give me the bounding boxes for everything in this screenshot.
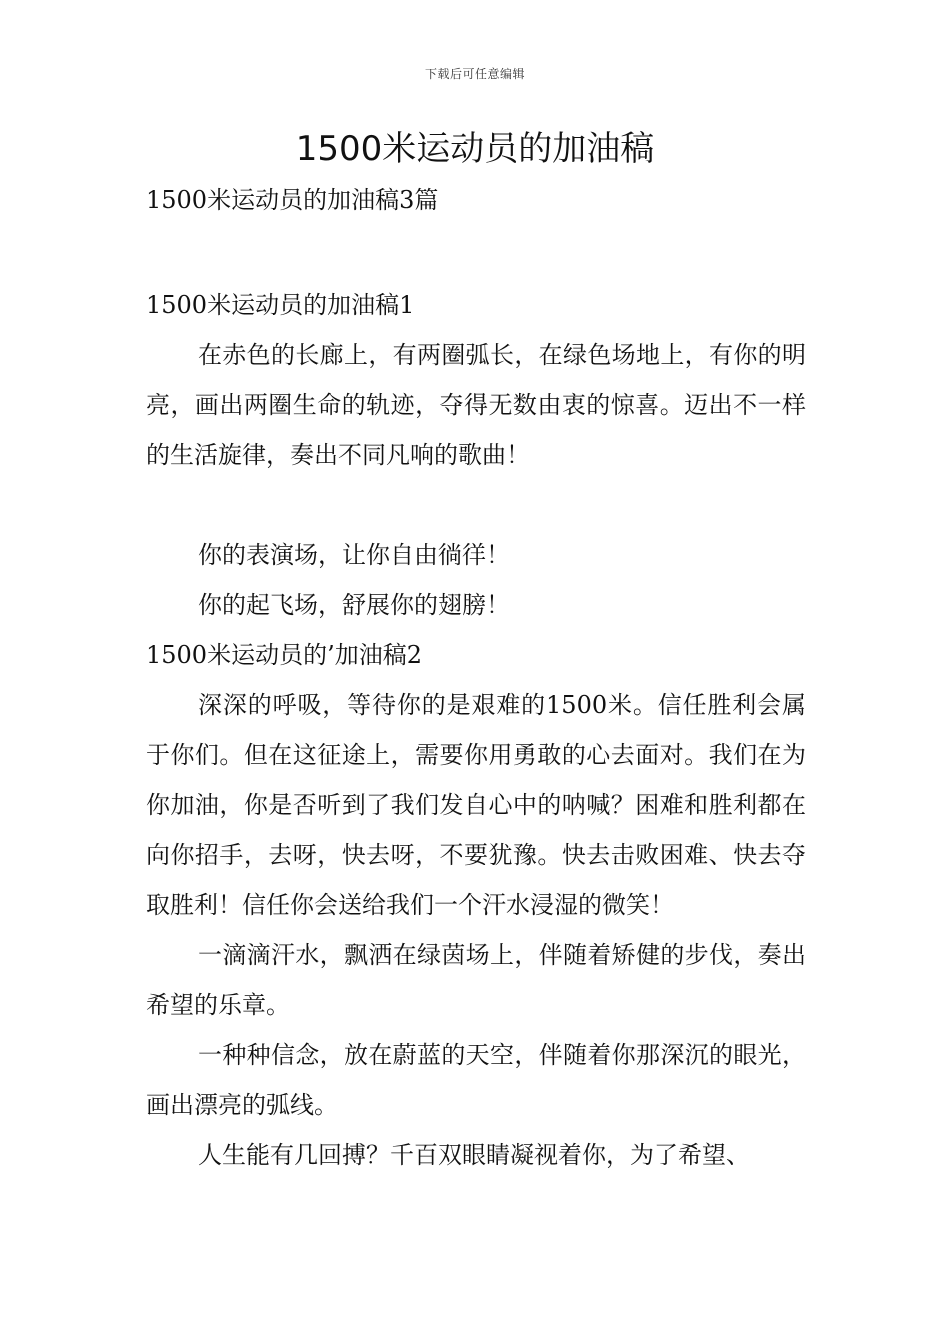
section-heading-1: 1500米运动员的加油稿1 (146, 291, 415, 319)
section-heading-2: 1500米运动员的’加油稿2 (146, 641, 422, 669)
document-title: 1500米运动员的加油稿 (295, 129, 655, 169)
document-subtitle: 1500米运动员的加油稿3篇 (146, 186, 439, 214)
paragraph: 你的起飞场，舒展你的翅膀！ (198, 591, 510, 619)
spacer (146, 220, 806, 280)
paragraph: 一种种信念，放在蔚蓝的天空，伴随着你那深沉的眼光，画出漂亮的弧线。 (146, 1041, 806, 1119)
paragraph: 在赤色的长廊上，有两圈弧长，在绿色场地上，有你的明亮，画出两圈生命的轨迹，夺得无数由衷的惊喜。迈出不一样的生活旋律，奏出不同凡响的歌曲！ (146, 341, 806, 469)
header-note: 下载后可任意编辑 (424, 67, 525, 81)
paragraph: 你的表演场，让你自由徜徉！ (198, 541, 510, 569)
paragraph: 深深的呼吸，等待你的是艰难的1500米。信任胜利会属于你们。但在这征途上，需要你用勇敢的心去面对。我们在为你加油，你是否听到了我们发自心中的呐喊？困难和胜利都在向你招手，去呀，快去呀，不要犹豫。快去击败困难、快去夺取胜利！信任你会送给我们一个汗水浸湿的微笑！ (146, 691, 806, 919)
spacer (146, 480, 806, 530)
paragraph: 一滴滴汗水，飘洒在绿茵场上，伴随着矫健的步伐，奏出希望的乐章。 (146, 941, 806, 1019)
paragraph: 人生能有几回搏？千百双眼睛凝视着你，为了希望、 (198, 1141, 750, 1169)
document-body (146, 180, 806, 1180)
